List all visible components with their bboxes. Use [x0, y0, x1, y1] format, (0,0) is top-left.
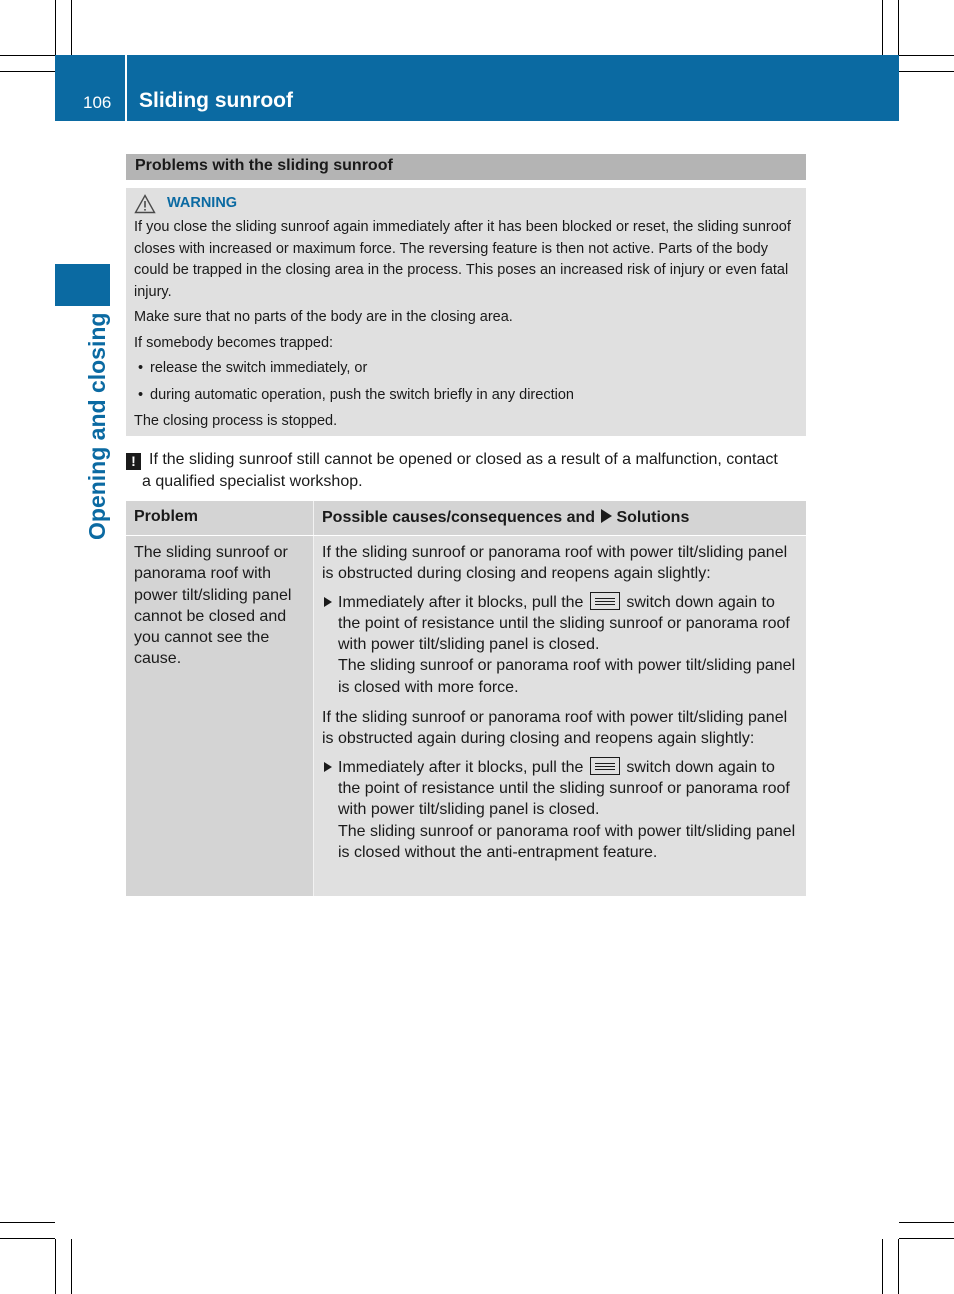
crop-mark	[899, 55, 954, 56]
case-intro: If the sliding sunroof or panorama roof with power tilt/sliding panel is obstructed during closing and reopens again slightly:	[322, 544, 788, 583]
crop-mark	[71, 0, 72, 55]
table-row	[126, 536, 806, 896]
solution-step	[322, 592, 798, 698]
page-header	[55, 55, 899, 121]
step-text: switch down again to the point of resistance until the sliding sunroof or panorama roof with power tilt/sliding panel is closed.	[338, 758, 790, 819]
warning-paragraph: If somebody becomes trapped:	[134, 334, 334, 351]
step-text: Immediately after it blocks, pull the	[338, 758, 584, 776]
warning-bullet: • during automatic operation, push the switch briefly in any direction	[134, 385, 798, 407]
sunroof-switch-icon	[590, 757, 620, 775]
step-result: The sliding sunroof or panorama roof with power tilt/sliding panel is closed with more force.	[338, 657, 796, 696]
problem-table	[126, 501, 806, 896]
problem-cell: The sliding sunroof or panorama roof with power tilt/sliding panel cannot be closed and you cannot see the cause.	[126, 536, 313, 896]
column-header-problem: Problem	[134, 508, 199, 525]
warning-paragraph: If you close the sliding sunroof again immediately after it has been blocked or reset, the sliding sunroof closes with increased or maximum force. The reversing feature is then not active. Parts of the body could be trapped in the closing area in the process. This poses an increased risk of injury or even fatal injury.	[134, 219, 791, 300]
chapter-tab-marker	[55, 264, 110, 306]
warning-label: WARNING	[167, 195, 238, 212]
crop-mark	[55, 1239, 56, 1294]
section-heading: Problems with the sliding sunroof	[126, 154, 806, 180]
crop-mark	[898, 0, 899, 55]
warning-paragraph: Make sure that no parts of the body are in the closing area.	[134, 309, 513, 325]
warning-box	[126, 188, 806, 436]
case-intro: If the sliding sunroof or panorama roof with power tilt/sliding panel is obstructed again during closing and reopens again slightly:	[322, 709, 788, 748]
warning-bullet: • release the switch immediately, or	[134, 358, 798, 380]
crop-mark	[882, 0, 883, 55]
crop-mark	[899, 1222, 954, 1223]
crop-mark	[0, 1222, 55, 1223]
crop-mark	[0, 55, 55, 56]
crop-mark	[899, 71, 954, 72]
crop-mark	[55, 0, 56, 55]
header-divider	[125, 55, 127, 121]
crop-mark	[71, 1239, 72, 1294]
column-header-causes	[313, 501, 806, 535]
note-text: If the sliding sunroof still cannot be opened or closed as a result of a malfunction, contact	[149, 451, 778, 468]
step-text: Immediately after it blocks, pull the	[338, 593, 584, 611]
warning-paragraph: The closing process is stopped.	[134, 413, 338, 429]
solutions-arrow-icon	[601, 509, 612, 523]
solution-step	[322, 757, 798, 863]
solution-cell	[313, 536, 806, 896]
crop-mark	[0, 1238, 55, 1239]
crop-mark	[0, 71, 55, 72]
crop-mark	[898, 1239, 899, 1294]
exclamation-icon: !	[126, 453, 141, 470]
warning-triangle-icon	[134, 194, 156, 214]
table-header-row	[126, 501, 806, 535]
column-header-solutions-label: Solutions	[616, 509, 690, 526]
step-text: switch down again to the point of resistance until the sliding sunroof or panorama roof with power tilt/sliding panel is closed.	[338, 593, 790, 654]
note-text: a qualified specialist workshop.	[142, 472, 363, 490]
crop-mark	[882, 1239, 883, 1294]
step-result: The sliding sunroof or panorama roof with power tilt/sliding panel is closed without the anti-entrapment feature.	[338, 822, 796, 861]
note	[126, 449, 808, 492]
warning-header	[134, 192, 798, 216]
page-title: Sliding sunroof	[139, 89, 293, 112]
page-number: 106	[83, 93, 112, 112]
sunroof-switch-icon	[590, 592, 620, 610]
column-header-causes-label: Possible causes/consequences and	[322, 509, 596, 526]
crop-mark	[899, 1238, 954, 1239]
chapter-title: Opening and closing	[84, 312, 110, 540]
